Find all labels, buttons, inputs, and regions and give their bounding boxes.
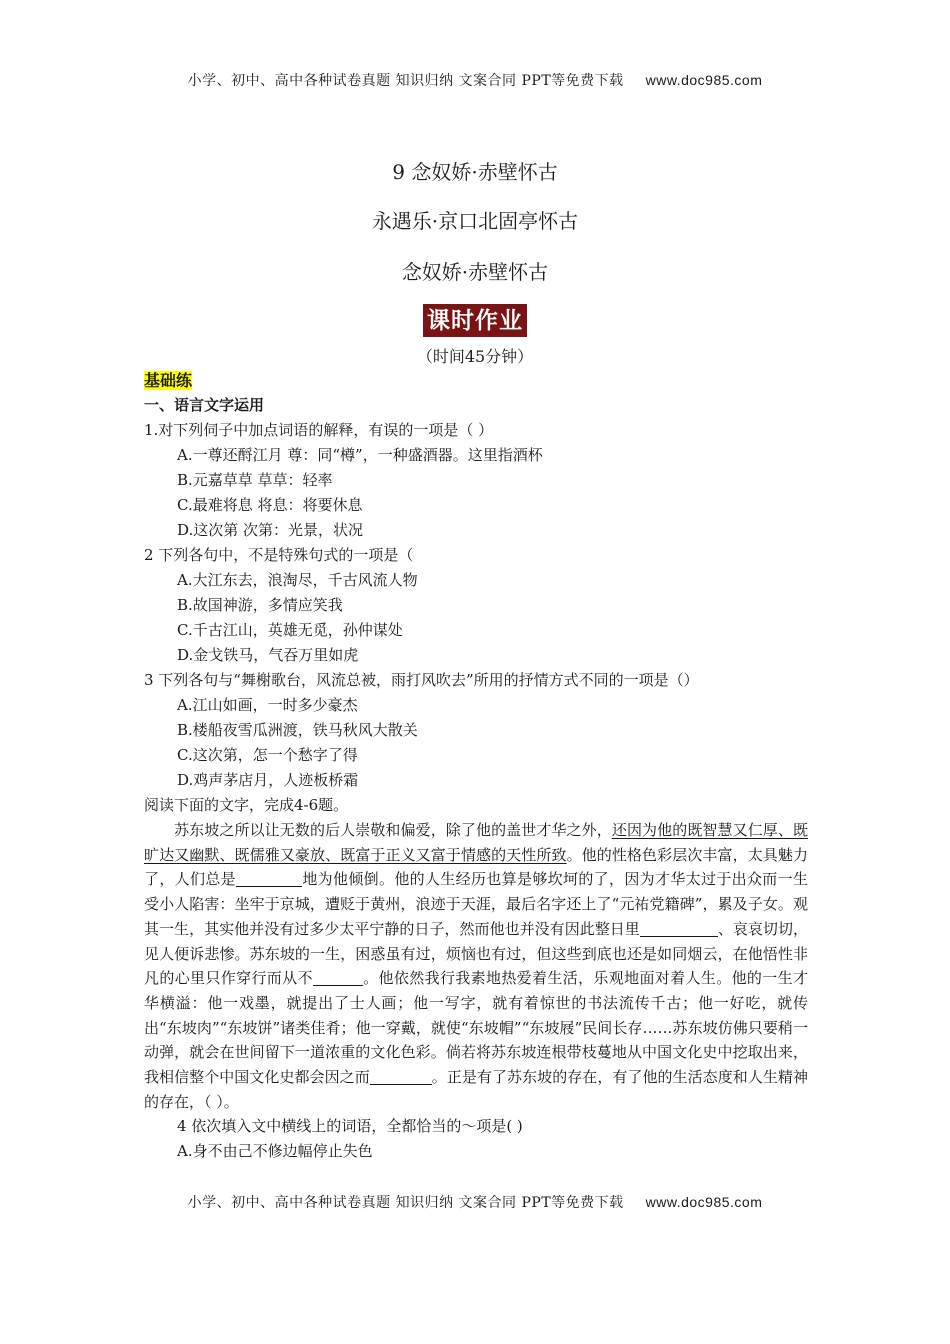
- page-footer: [0, 1192, 950, 1212]
- fill-blank-1: [236, 869, 302, 887]
- q2-option-b: B.故国神游，多情应笑我: [177, 596, 343, 614]
- section-heading: 一、语言文字运用: [144, 397, 265, 414]
- fill-blank-4: [370, 1067, 432, 1085]
- page-header: [0, 70, 950, 90]
- content: [144, 368, 808, 1164]
- q2-option-c: C.千古江山，英雄无觅，孙仲谋处: [177, 621, 403, 639]
- q4-stem: 4 依次填入文中横线上的词语，全都恰当的～项是( ): [177, 1117, 523, 1136]
- homework-banner: 课时作业: [423, 304, 527, 337]
- q1-option-b: B.元嘉草草 草草：轻率: [177, 471, 333, 489]
- title-line-2: 永遇乐·京口北固亭怀古: [371, 209, 579, 233]
- time-note: （时间45分钟）: [416, 347, 534, 366]
- passage-part-3: 地为他倾倒。他的人生经历也算是够坎坷的了，因为才华太过于出众而一生受小人陷害：坐牢于京城，遭贬于黄州，浪迹于天涯，最后名字还上了“元祐党籍碑”，累及子女。观其一生，其实他并没有过多少太平宁静的日子，然而他也并没有因此整日里: [144, 870, 808, 938]
- header-site-link[interactable]: www.doc985.com: [645, 72, 763, 88]
- q3-option-d: D.鸡声茅店月，人迹板桥霜: [177, 771, 359, 789]
- passage-part-6: 。正是有了苏东坡的存在，有了他的生活态度和人生精神的存在，（ ）。: [144, 1068, 808, 1111]
- reading-intro: 阅读下面的文字，完成4-6题。: [144, 796, 349, 814]
- title-line-1: 9 念奴娇·赤壁怀古: [392, 160, 558, 184]
- q2-stem: 2 下列各句中，不是特殊句式的一项是（: [144, 546, 414, 564]
- fill-blank-3: [313, 968, 363, 986]
- passage-part-5: 。他依然我行我素地热爱着生活，乐观地面对着人生。他的一生才华横溢：他一戏墨，就提出了士人画；他一写字，就有着惊世的书法流传千古；他一好吃，就传出“东坡肉”“东坡饼”诸类佳肴；他一穿戴，就使“东坡帽”“东坡屐”民间长存……苏东坡仿佛只要稍一动弹，就会在世间留下一道浓重的文化色彩。倘若将苏东坡连根带枝蔓地从中国文化史中挖取出来，我相信整个中国文化史都会因之而: [144, 969, 808, 1087]
- banner-wrapper: [0, 304, 950, 337]
- footer-text: 小学、初中、高中各种试卷真题 知识归纳 文案合同 PPT等免费下载: [187, 1195, 624, 1211]
- q3-option-b: B.楼船夜雪瓜洲渡，铁马秋风大散关: [177, 721, 418, 739]
- title-line-3: 念奴娇·赤壁怀古: [401, 260, 549, 284]
- basic-practice-label: 基础练: [144, 371, 193, 390]
- q2-option-d: D.金戈铁马，气吞万里如虎: [177, 646, 359, 664]
- q3-stem: 3 下列各句与“舞榭歌台，风流总被，雨打风吹去”所用的抒情方式不同的一项是（）: [144, 671, 699, 689]
- q1-stem: 1.对下列伺子中加点词语的解释，有误的一项是（ ）: [144, 421, 494, 439]
- passage-underlined-sentence: 还因为他的既智慧又仁厚、既旷达又幽默、既儒雅又豪放、既富于正义又富于情感的天性所致: [144, 821, 808, 864]
- q3-option-c: C.这次第，怎一个愁字了得: [177, 746, 358, 764]
- q4-option-a: A.身不由己不修边幅停止失色: [177, 1142, 373, 1161]
- header-text: 小学、初中、高中各种试卷真题 知识归纳 文案合同 PPT等免费下载: [187, 73, 624, 89]
- q2-option-a: A.大江东去，浪淘尽，千古风流人物: [177, 571, 418, 589]
- reading-passage: [144, 818, 808, 1114]
- footer-site-link[interactable]: www.doc985.com: [645, 1194, 763, 1210]
- fill-blank-2: [640, 919, 718, 937]
- q1-option-c: C.最难将息 将息：将要休息: [177, 496, 363, 514]
- passage-part-2: 。他的性格色彩层次丰富，太具魅力了，人们总是: [144, 845, 808, 889]
- passage-part-1: 苏东坡之所以让无数的后人崇敬和偏爱，除了他的盖世才华之外，: [174, 821, 612, 839]
- passage-part-4: 、哀哀切切，见人便诉悲惨。苏东坡的一生，困惑虽有过，烦恼也有过，但这些到底也还是如同烟云，在他悟性非凡的心里只作穿行而从不: [144, 919, 808, 988]
- q3-option-a: A.江山如画，一时多少豪杰: [177, 696, 358, 714]
- q1-option-a: A.一尊还酹江月 尊：同“樽”，一种盛酒器。这里指酒杯: [177, 446, 543, 464]
- q1-option-d: D.这次第 次第：光景，状况: [177, 521, 364, 539]
